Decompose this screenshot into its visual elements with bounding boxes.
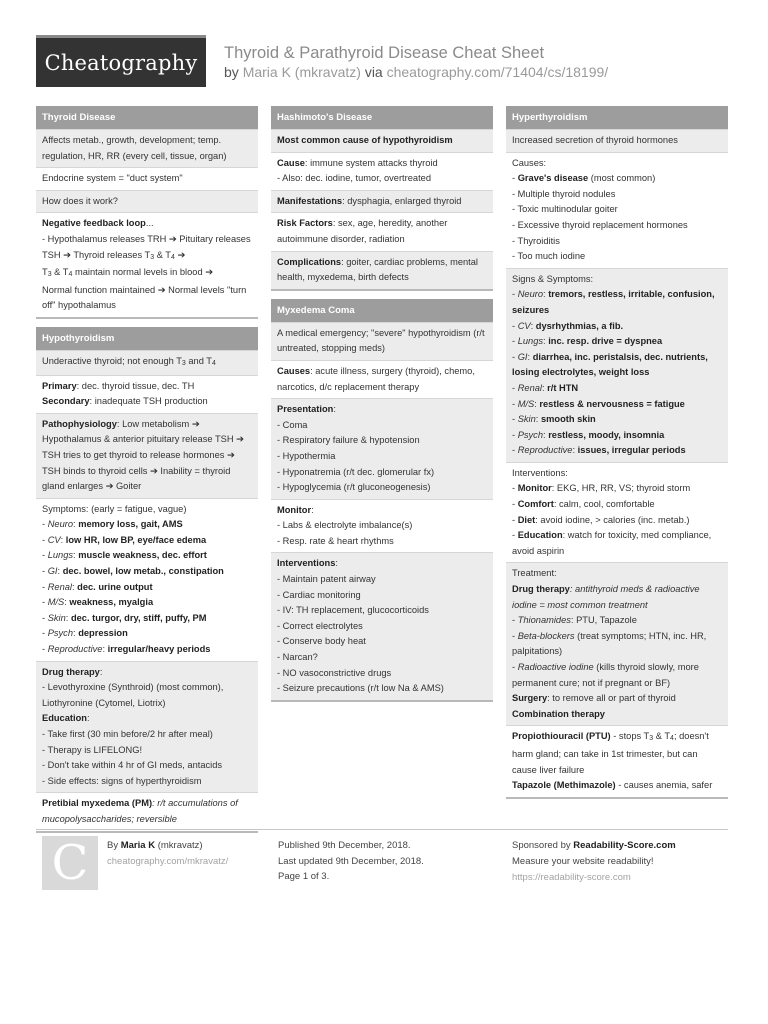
system-label: GI [517,351,528,362]
table-row [36,375,258,413]
author-name[interactable]: Maria K [120,840,156,851]
system-label: Skin [517,414,536,425]
text: : inadequate TSH production [89,396,208,407]
symptom-text: dec. urine output [77,581,153,592]
subscript: 3 [649,735,654,743]
text: Causes: [512,157,547,168]
footer-divider [36,829,728,830]
list-item: - NO vasoconstrictive drugs [277,667,392,678]
text: Underactive thyroid; not enough T [42,355,182,366]
sponsored-text: Sponsored by [512,840,574,851]
text: - Levothyroxine (Synthroid) (most common), Liothyronine (Cytomel, Liotrix) [42,682,224,708]
text: : goiter, cardiac problems, mental health, myxedema, birth defects [277,256,478,283]
table-row [271,152,493,190]
term: Cause [277,157,305,168]
sponsor-url-link[interactable]: https://readability-score.com [512,872,631,883]
list-item: - Neuro: tremors, restless, irritable, confusion, seizures [512,289,715,315]
page-number: Page 1 of 3. [278,871,330,882]
thyroid-disease-section [36,106,258,319]
system-label: Lungs [517,336,544,347]
text: (kills thyroid slowly, more permanent cure; not if pregnant or BF) [512,662,699,688]
subscript: 3 [150,253,155,261]
by-text: by [224,64,239,80]
presentation-list [277,418,487,496]
text: : Low metabolism ➔ Hypothalamus & anterior pituitary release TSH ➔ TSH tries to get thyroid to release hormones ➔ TSH binds to thyroid cells ➔ Inability = thyroid gland enlarges ➔ Goiter [42,418,244,492]
symptom-text: smooth skin [540,414,596,425]
author-profile-link[interactable]: cheatography.com/mkravatz/ [107,856,229,867]
text: and T [185,355,212,366]
table-row: Presentation: - Coma - Respiratory failure & hypotension - Hypothermia - Hyponatremia (r/t dec. glomerular fx) - Hypoglycemia (r/t gluconeogenesis) [271,398,493,499]
updated-date: Last updated 9th December, 2018. [278,855,424,867]
table-row [271,251,493,289]
interventions-list [277,572,487,697]
footer-author [107,838,228,870]
term: Thionamides [517,615,571,626]
subscript: 4 [212,359,216,367]
term: Comfort [517,499,554,510]
table-row: A medical emergency; "severe" hypothyroidism (r/t untreated, stopping meds) [271,322,493,360]
list-item: - Conserve body heat [277,636,366,647]
monitor-list [277,518,487,549]
subscript: 4 [670,735,674,743]
symptom-text: tremors, restless, irritable, confusion, seizures [512,289,715,315]
text: Symptoms: (early = fatigue, vague) [42,503,187,514]
system-label: Neuro [517,289,544,300]
subscript: 4 [171,253,175,261]
symptom-text: diarrhea, inc. peristalsis, dec. nutrients, losing electrolytes, weight loss [512,351,708,378]
symptom-text: dec. turgor, dry, stiff, puffy, PM [70,612,207,623]
term: Pretibial myxedema (PM) [42,798,153,809]
text: - stops T [610,731,650,742]
footer-dates [278,838,424,885]
text: ... [145,218,154,229]
text: - Take first (30 min before/2 hr after meal) [42,729,213,739]
table-row: Interventions: - Monitor: EKG, HR, RR, VS; thyroid storm - Comfort: calm, cool, comfortable - Diet: avoid iodine, > calories (inc. metab.) - Education: watch for toxicity, med compliance, avoid aspirin [506,462,728,563]
table-row: Causes: - Grave's disease (most common) - Multiple thyroid nodules - Toxic multinodular goiter - Excessive thyroid replacement hormones - Thyroiditis - Too much iodine [506,152,728,268]
table-row: Treatment: Drug therapy: antithyroid meds & radioactive iodine = most common treatment - Thionamides: PTU, Tapazole - Beta-blockers (treat symptoms; HTN, inc. HR, palpitations) - Radioactive iodine (kills thyroid slowly, more permanent cure; not if pregnant or BF) Surgery: to remove all or part of thyroid Combination therapy [506,562,728,725]
symptom-text: memory loss, gait, AMS [78,519,183,530]
system-label: Lungs [47,550,74,561]
author-link[interactable]: Maria K (mkravatz) [242,64,361,80]
myxedema-coma-section [271,299,493,702]
term: Complications [277,256,342,267]
section-title: Hashimoto's Disease [271,106,493,129]
term: Education [42,713,87,724]
subscript: 3 [47,271,52,279]
text: : to remove all or part of thyroid [547,693,676,704]
term: Drug therapy [42,666,100,677]
symptom-text: depression [78,628,128,639]
text: Signs & Symptoms: [512,273,594,284]
list-item: - Resp. rate & heart rhythms [277,535,394,546]
list-item: - Seizure precautions (r/t low Na & AMS) [277,683,444,694]
term: Causes [277,365,311,376]
system-label: CV [47,534,61,545]
by-text: By [107,840,119,851]
table-row [271,190,493,213]
system-label: Reproductive [47,644,103,655]
list-item: - Labs & electrolyte imbalance(s) [277,520,413,531]
text: : avoid iodine, > calories (inc. metab.) [535,514,690,525]
page-title: Thyroid & Parathyroid Disease Cheat Sheet [224,44,545,62]
column-3 [506,106,728,807]
sponsor-link[interactable]: Readability-Score.com [573,840,676,851]
text: (treat symptoms; HTN, inc. HR, palpitations) [512,630,707,657]
table-row [506,725,728,796]
text: : EKG, HR, RR, VS; thyroid storm [551,483,691,494]
text: : r/t accumulations of mucopolysaccharides; reversible [42,798,238,824]
table-row: Increased secretion of thyroid hormones [506,129,728,152]
term: Pathophysiology [42,418,117,429]
symptom-text: dec. bowel, low metab., constipation [62,566,224,577]
list-item: - Narcan? [277,652,318,663]
text: - Side effects: signs of hyperthyroidism [42,775,202,786]
list-item: - IV: TH replacement, glucocorticoids [277,605,429,616]
system-label: M/S [517,398,535,409]
text: - Don't take within 4 hr of GI meds, antacids [42,760,223,771]
table-row [271,360,493,398]
system-label: Neuro [47,519,74,530]
cheatography-logo[interactable]: Cheatography [36,35,206,87]
text: & T [51,267,69,278]
signs-list [512,287,722,459]
table-row: Drug therapy: - Levothyroxine (Synthroid) (most common), Liothyronine (Cytomel, Liotrix) Education: - Take first (30 min before/2 hr after meal) - Therapy is LIFELONG! - Don't take within 4 hr of GI meds, antacids - Side effects: signs of hyperthyroidism [36,661,258,793]
column-1 [36,106,258,841]
list-item: - Hypoglycemia (r/t gluconeogenesis) [277,482,431,493]
hashimotos-section [271,106,493,291]
list-item: - Neuro: memory loss, gait, AMS [42,519,183,530]
symptom-text: weakness, myalgia [69,597,154,608]
term: Interventions [277,558,336,569]
table-row [36,792,258,830]
term: Grave's disease [517,173,589,184]
system-label: Skin [47,612,66,623]
table-row: Affects metab., growth, development; temp. regulation, HR, RR (every cell, tissue, organ) [36,129,258,167]
list-item: - Thyroiditis [512,235,560,246]
list-item: - Too much iodine [512,251,586,262]
table-row [36,212,258,317]
term: Risk Factors [277,218,333,229]
list-item: - Reproductive: irregular/heavy periods [42,644,211,655]
symptom-text: dysrhythmias, a fib. [535,320,624,331]
published-date: Published 9th December, 2018. [278,840,411,851]
list-item: - Skin: dec. turgor, dry, stiff, puffy, PM [42,612,207,623]
symptom-text: issues, irregular periods [577,445,686,456]
system-label: Psych [517,429,544,440]
text: : acute illness, surgery (thyroid), chemo, narcotics, d/c replacement therapy [277,365,475,392]
list-item: - Lungs: muscle weakness, dec. effort [42,550,207,561]
list-item: - Toxic multinodular goiter [512,204,618,215]
table-row: Endocrine system = "duct system" [36,167,258,190]
list-item: - Renal: dec. urine output [42,581,153,592]
text: : PTU, Tapazole [570,615,637,626]
table-row: Monitor: - Labs & electrolyte imbalance(s) - Resp. rate & heart rhythms [271,499,493,553]
text: T [42,267,48,278]
system-label: M/S [47,597,65,608]
list-item: - Hypothermia [277,450,336,461]
text: (most common) [588,173,656,184]
list-item: - M/S: restless & nervousness = fatigue [512,398,685,409]
section-title: Thyroid Disease [36,106,258,129]
symptom-text: low HR, low BP, eye/face edema [65,534,207,545]
text: - causes anemia, safer [615,780,713,791]
term: Secondary [42,396,90,407]
text: & T [154,249,171,260]
symptom-text: r/t HTN [547,382,579,393]
system-label: Psych [47,628,74,639]
symptom-text: restless, moody, insomnia [548,429,665,440]
term: Monitor [517,483,552,494]
term: Propiothiouracil (PTU) [512,731,611,742]
list-item: - GI: dec. bowel, low metab., constipation [42,566,224,577]
list-item: - Hyponatremia (r/t dec. glomerular fx) [277,466,435,477]
term: Combination therapy [512,708,605,719]
list-item: - M/S: weakness, myalgia [42,597,154,608]
text: : calm, cool, comfortable [553,499,655,510]
symptom-text: inc. resp. drive = dyspnea [548,336,663,347]
text: : dec. thyroid tissue, dec. TH [76,380,195,391]
text: : antithyroid meds & radioactive iodine = most common treatment [512,584,700,610]
section-title: Hyperthyroidism [506,106,728,129]
list-item: - Cardiac monitoring [277,589,361,600]
text: & T [653,731,671,742]
table-row: How does it work? [36,190,258,213]
text: - Therapy is LIFELONG! [42,744,143,755]
list-item: - Correct electrolytes [277,620,363,631]
text: : sex, age, heredity, another autoimmune disorder, radiation [277,218,448,244]
text: ➔ [174,249,186,260]
list-item: - Coma [277,419,308,430]
sheet-url-link[interactable]: cheatography.com/71404/cs/18199/ [386,64,609,80]
hyperthyroidism-section [506,106,728,799]
term: Presentation [277,404,334,415]
text: Treatment: [512,568,557,579]
table-row [271,212,493,250]
term: Drug therapy [512,584,570,595]
text: Interventions: [512,467,568,478]
term: Primary [42,380,77,391]
text: - Hypothalamus releases TRH ➔ Pituitary releases TSH ➔ Thyroid releases T [42,233,251,260]
system-label: CV [517,320,531,331]
term: Beta-blockers [517,630,575,641]
table-row [506,268,728,462]
text: Normal function maintained ➔ Normal levels "turn off" hypothalamus [42,284,247,311]
symptom-text: muscle weakness, dec. effort [78,550,207,561]
table-row [36,498,258,661]
text: : dysphagia, enlarged thyroid [342,195,462,206]
list-item: - Respiratory failure & hypotension [277,435,420,446]
table-row: Interventions: - Maintain patent airway - Cardiac monitoring - IV: TH replacement, glucocorticoids - Correct electrolytes - Conserve body heat - Narcan? - NO vasoconstrictive drugs - Seizure precautions (r/t low Na & AMS) [271,552,493,699]
text: : watch for toxicity, med compliance, avoid aspirin [512,530,712,556]
footer-sponsor [512,838,676,886]
term: Manifestations [277,195,343,206]
symptom-text: restless & nervousness = fatigue [539,398,685,409]
list-item: - Skin: smooth skin [512,414,596,425]
system-label: Reproductive [517,445,573,456]
avatar[interactable]: C [42,836,98,890]
subscript: 3 [181,359,186,367]
text: - Also: dec. iodine, tumor, overtreated [277,173,431,184]
table-row [36,350,258,375]
term: Surgery [512,693,548,704]
term: Radioactive iodine [517,662,594,672]
list-item: - Excessive thyroid replacement hormones [512,219,688,230]
causes-list [512,187,722,265]
system-label: Renal [517,382,542,393]
term: Tapazole (Methimazole) [512,780,616,791]
text: maintain normal levels in blood ➔ [72,267,213,278]
system-label: Renal [47,581,72,592]
symptom-text: irregular/heavy periods [107,644,211,655]
table-row: Most common cause of hypothyroidism [271,129,493,152]
term: Negative feedback loop [42,218,146,229]
section-title: Myxedema Coma [271,299,493,322]
section-title: Hypothyroidism [36,327,258,350]
list-item: - Renal: r/t HTN [512,382,579,393]
text: ; doesn't harm gland; can take in 1st trimester, but can cause liver failure [512,731,709,775]
list-item: - Maintain patent airway [277,574,376,585]
list-item: - Multiple thyroid nodules [512,188,616,199]
column-2 [271,106,493,710]
sponsor-tagline: Measure your website readability! [512,856,654,867]
hypothyroidism-section [36,327,258,833]
table-row [36,413,258,498]
list-item: - Reproductive: issues, irregular periods [512,445,686,456]
list-item: - CV: dysrhythmias, a fib. [512,320,624,331]
text: : immune system attacks thyroid [304,157,438,168]
via-text: via [364,64,383,80]
term: Monitor [277,504,312,515]
term: Diet [517,514,536,525]
symptom-list [42,517,252,657]
term: Education [517,530,563,541]
author-handle: (mkravatz) [155,840,203,851]
system-label: GI [47,566,58,577]
list-item: - GI: diarrhea, inc. peristalsis, dec. nutrients, losing electrolytes, weight loss [512,351,708,378]
byline [224,64,608,80]
subscript: 4 [68,271,73,279]
list-item: - Lungs: inc. resp. drive = dyspnea [512,336,663,347]
list-item: - Psych: depression [42,628,128,639]
list-item: - CV: low HR, low BP, eye/face edema [42,534,207,545]
list-item: - Psych: restless, moody, insomnia [512,429,665,440]
